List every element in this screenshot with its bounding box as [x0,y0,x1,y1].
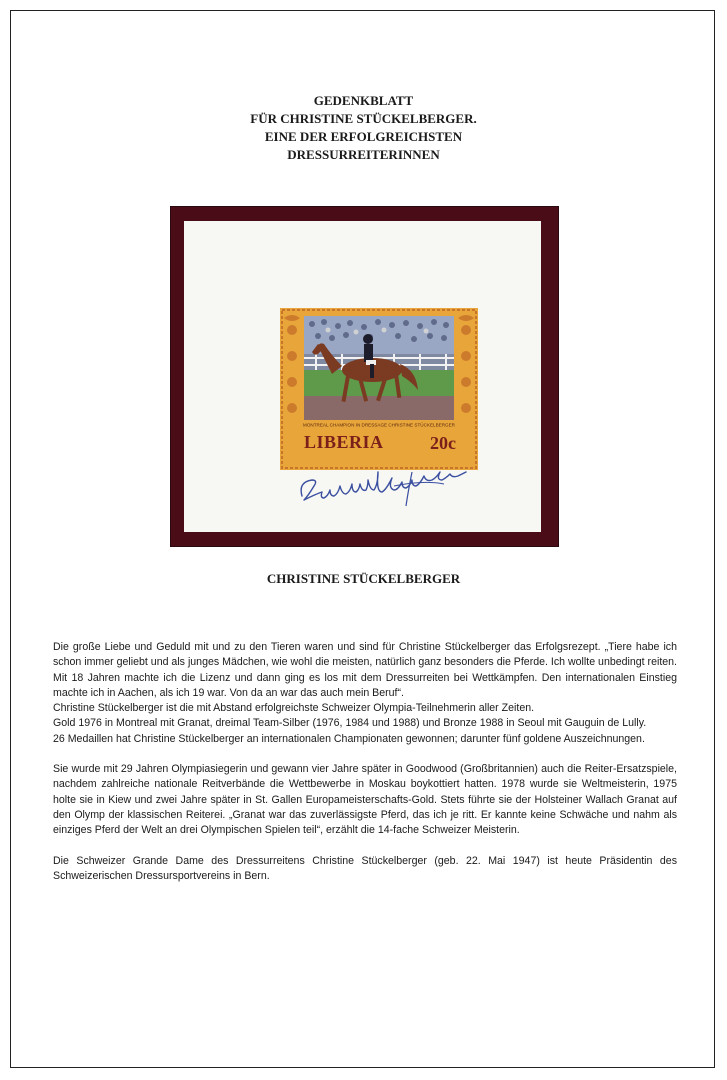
stamp-image [280,308,478,470]
autograph-signature [294,466,494,516]
paragraph: Die Schweizer Grande Dame des Dressurreitens Christine Stückelberger (geb. 22. Mai 1947) ist heute Präsidentin des Schweizerischen Dressursportvereins in Bern. [53,854,677,882]
stamp-caption: MONTREAL CHAMPION IN DRESSAGE CHRISTINE STÜCKELBERGER [303,422,455,428]
title-line: GEDENKBLATT [313,93,414,108]
stamp-country: LIBERIA [304,432,384,452]
paragraph: 26 Medaillen hat Christine Stückelberger an internationalen Championaten gewonnen; darunter fünf goldene Auszeichnungen. [53,732,645,745]
page-title [0,92,727,164]
paragraph: Die große Liebe und Geduld mit und zu den Tieren waren und sind für Christine Stückelberger das Erfolgsrezept. „Tiere habe ich schon immer geliebt und als junges Mädchen, wie wohl die meisten, natürlich ganz besonders die Pferde. Ich wollte unbedingt reiten. Mit 18 Jahren machte ich die Lizenz und dann ging es los mit dem Dressurreiten bei Wettkämpfen. Den internationalen Einstieg machte ich in Aachen, als ich 19 war. Von da an war das auch mein Beruf“. [53,641,677,699]
paragraph: Sie wurde mit 29 Jahren Olympiasiegerin und gewann vier Jahre später in Goodwood (Großbritannien) auch die Reiter-Ersatzspiele, nachdem zahlreiche nationale Reitverbände die Wettbewerbe in Moskau boykottiert hatten. 1978 wurde sie Weltmeisterin, 1975 holte sie in Kiew und zwei Jahre später in St. Gallen Europameisterschafts-Gold. Stets führte sie der Holsteiner Wallach Granat auf den Olymp der klassischen Reiterei. „Granat war das zuverlässigste Pferd, das ich je ritt. Er kannte keine Schwäche und nahm als einziges Pferd der Welt an drei Olympischen Spielen teil“, erzählt die 14-fache Schweizer Meisterin. [53,763,677,837]
paragraph: Gold 1976 in Montreal mit Granat, dreimal Team-Silber (1976, 1984 und 1988) und Bronze 1988 in Seoul mit Gauguin de Lully. [53,717,647,730]
title-line: FÜR CHRISTINE STÜCKELBERGER. [250,111,477,126]
biography-text [53,640,677,899]
paragraph: Christine Stückelberger ist die mit Abstand erfolgreichste Schweizer Olympia-Teilnehmerin aller Zeiten. [53,702,535,715]
stamp-mount [171,207,558,546]
stamp-denomination: 20c [430,433,456,453]
title-line: DRESSURREITERINNEN [287,147,440,162]
section-heading: CHRISTINE STÜCKELBERGER [266,571,461,586]
title-line: EINE DER ERFOLGREICHSTEN [264,129,463,144]
stamp-sheet [184,221,541,532]
